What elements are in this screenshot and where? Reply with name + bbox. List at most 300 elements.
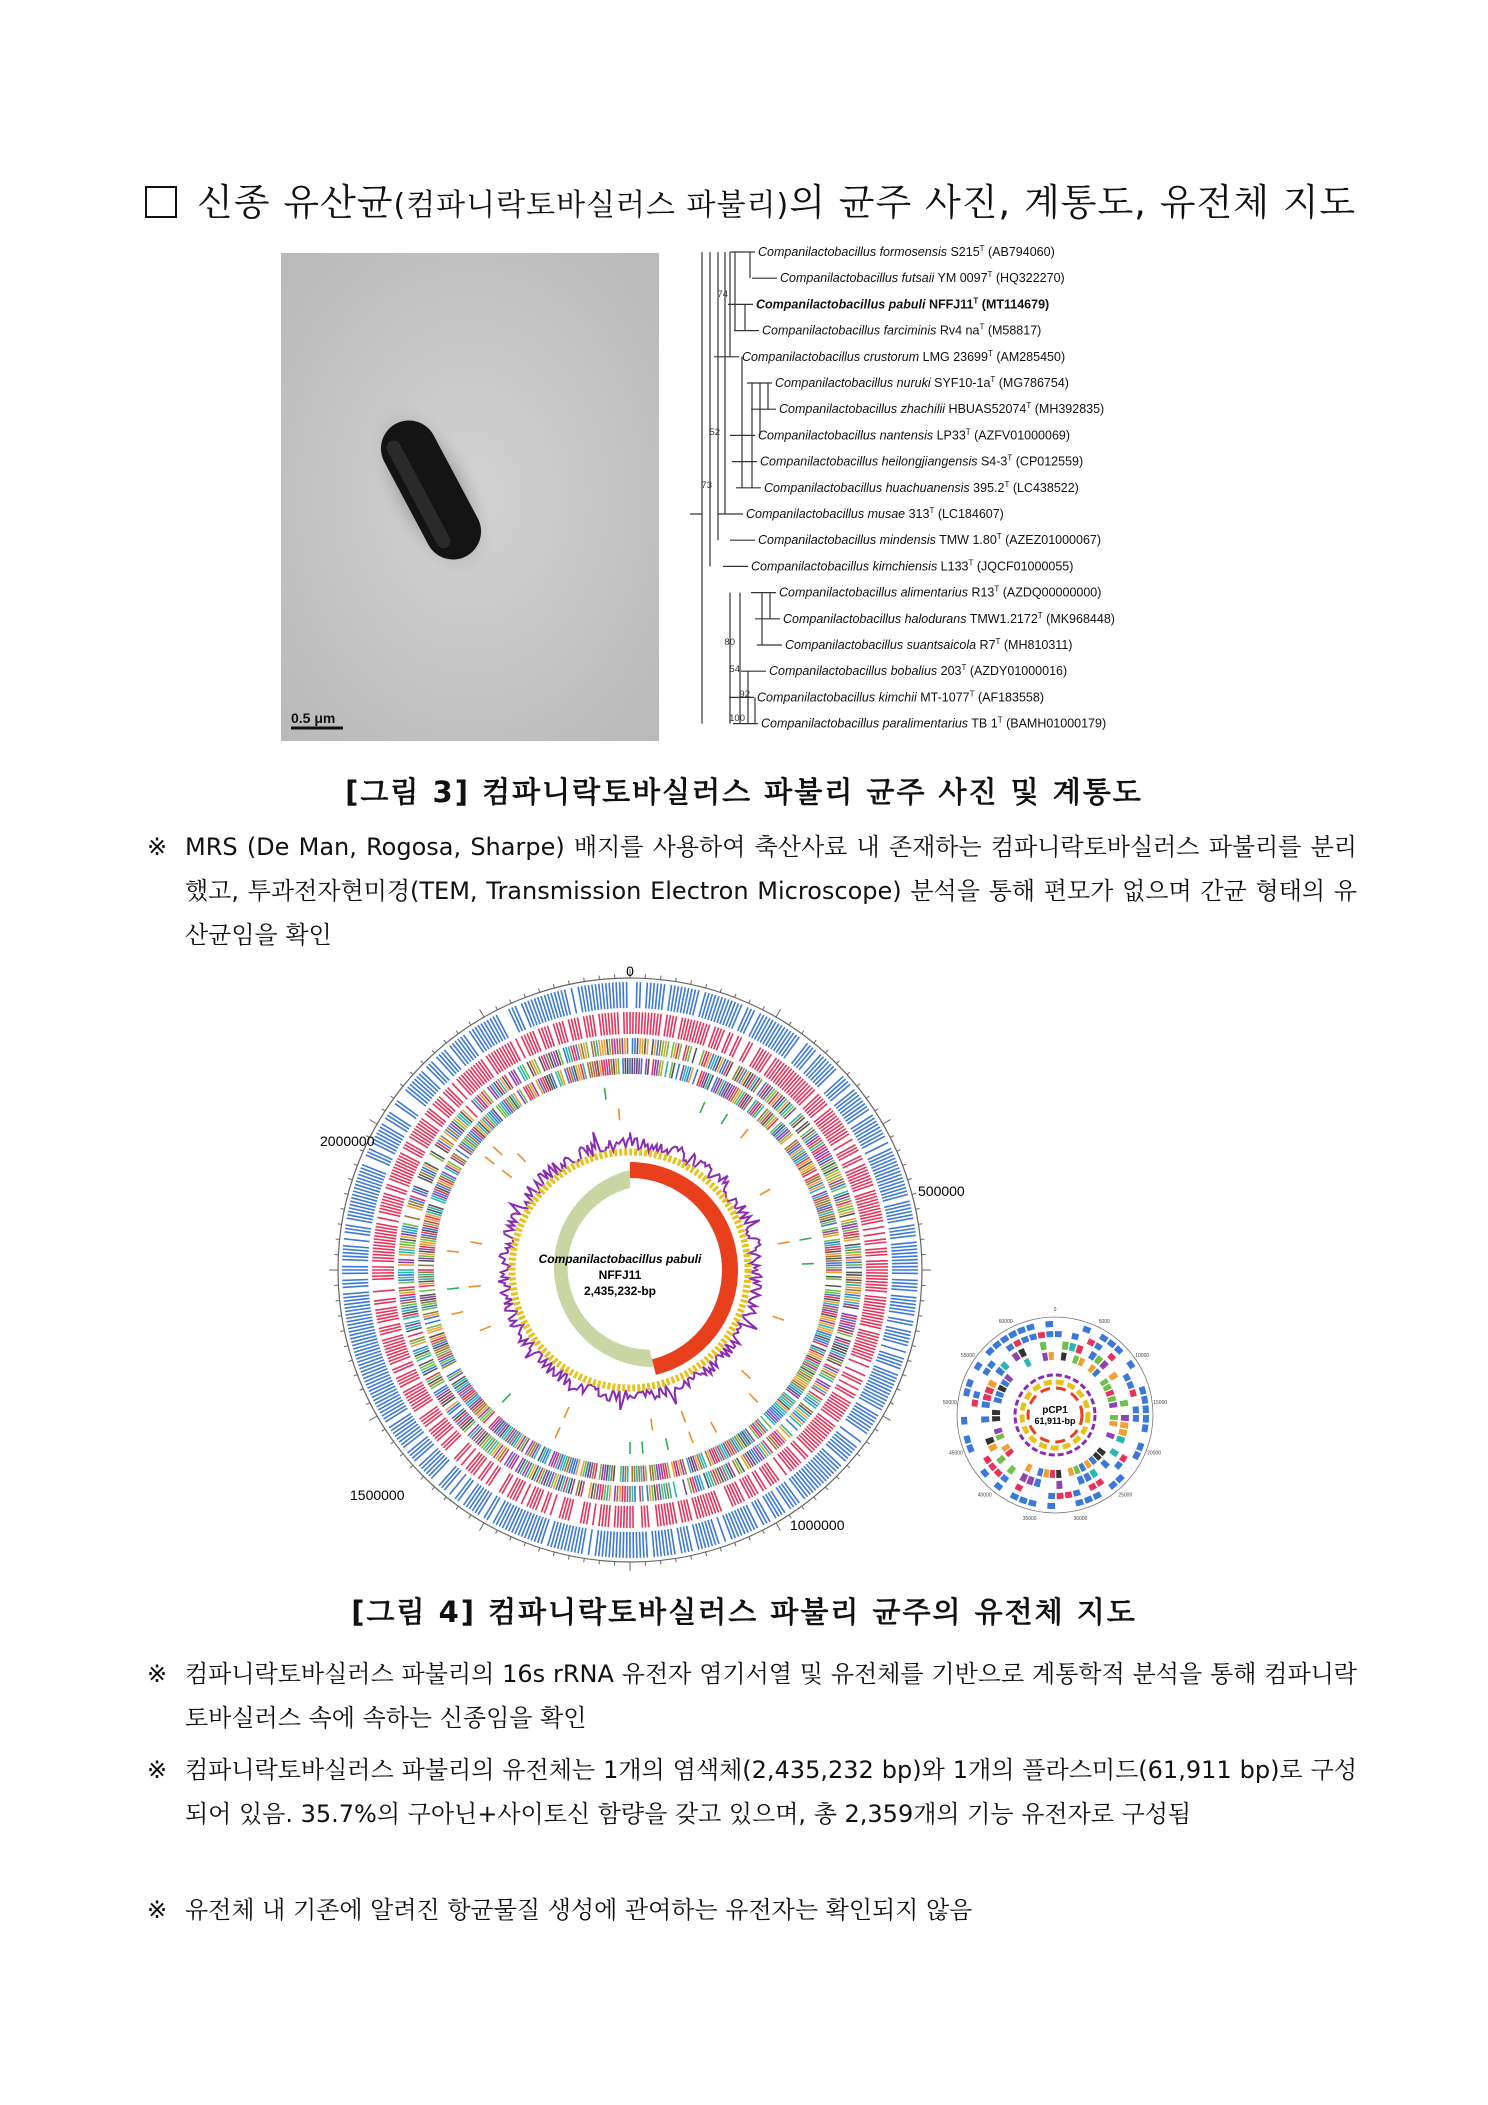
genome-map <box>300 963 965 1565</box>
cog-forward-feature <box>601 1040 603 1056</box>
cds-forward-feature <box>439 1054 456 1073</box>
cog-forward-feature <box>649 1485 650 1501</box>
cds-forward-feature <box>561 1524 567 1549</box>
tree-taxon-label: Companilactobacillus nuruki $SYF10-1a^T$ (MG786754) <box>775 375 1069 390</box>
cog-forward-feature <box>596 1040 598 1056</box>
plasmid-feature <box>1129 1389 1137 1397</box>
cds-reverse-feature <box>865 1251 887 1253</box>
rrna-feature <box>760 1189 770 1195</box>
cog-reverse-feature <box>641 1466 642 1482</box>
cds-forward-feature <box>891 1249 917 1251</box>
cds-forward-feature <box>343 1246 369 1248</box>
cds-forward-feature <box>599 984 602 1010</box>
cds-reverse-feature <box>374 1298 396 1301</box>
cds-forward-feature <box>699 992 706 1017</box>
cog-forward-feature <box>612 1039 613 1055</box>
tree-bootstrap: 54 <box>729 664 740 675</box>
figure-3-caption: [그림 3] 컴파니락토바실러스 파불리 균주 사진 및 계통도 <box>345 775 1143 809</box>
cds-forward-feature <box>408 1437 428 1454</box>
cog-forward-feature <box>622 1486 623 1502</box>
plasmid-feature <box>993 1397 1002 1404</box>
plasmid-feature <box>1015 1483 1024 1491</box>
cds-reverse-feature <box>550 1494 557 1515</box>
cog-forward-feature <box>654 1485 656 1501</box>
cds-forward-feature <box>401 1429 422 1445</box>
rna-feature <box>749 1394 757 1403</box>
cds-reverse-feature <box>374 1242 396 1244</box>
plasmid-tick: 5000 <box>1098 1319 1110 1326</box>
cog-reverse-feature <box>623 1058 624 1074</box>
cds-reverse-feature <box>858 1202 879 1208</box>
cds-forward-feature <box>344 1302 370 1305</box>
cds-forward-feature <box>606 983 608 1009</box>
cds-forward-feature <box>891 1246 917 1248</box>
cds-forward-feature <box>776 1487 791 1509</box>
cog-reverse-feature <box>637 1466 638 1482</box>
cog-forward-feature <box>844 1297 860 1299</box>
cog-reverse-feature <box>620 1466 621 1482</box>
cds-reverse-feature <box>865 1248 887 1250</box>
cog-reverse-feature <box>826 1260 842 1261</box>
cog-forward-feature <box>692 1048 697 1063</box>
cds-reverse-feature <box>865 1296 887 1298</box>
cds-forward-feature <box>620 1532 621 1558</box>
cog-forward-feature <box>659 1040 661 1056</box>
rna-feature <box>502 1394 510 1403</box>
plasmid-feature <box>987 1360 996 1369</box>
cds-reverse-feature <box>863 1227 885 1231</box>
figure-4-caption: [그림 4] 컴파니락토바실러스 파불리 균주의 유전체 지도 <box>351 1595 1137 1629</box>
cds-forward-feature <box>395 1421 416 1436</box>
cog-forward-feature <box>846 1262 862 1263</box>
cog-reverse-feature <box>609 1059 611 1075</box>
cog-forward-feature <box>601 1484 603 1500</box>
cog-forward-feature <box>398 1277 414 1278</box>
cds-forward-feature <box>429 1457 447 1476</box>
plasmid-tick: 15000 <box>1153 1400 1168 1407</box>
cds-forward-feature <box>469 1031 484 1053</box>
plasmid-feature <box>1000 1335 1010 1344</box>
cds-forward-feature <box>808 1462 826 1481</box>
plasmid-tick: 30000 <box>1073 1515 1088 1522</box>
plasmid-feature <box>1055 1331 1062 1337</box>
rna-feature <box>711 1422 717 1433</box>
plasmid-feature <box>992 1416 1000 1421</box>
cds-forward-feature <box>464 1035 479 1056</box>
cog-reverse-feature <box>761 1416 772 1428</box>
cds-forward-feature <box>693 990 699 1015</box>
cds-forward-feature <box>808 1059 826 1078</box>
cds-reverse-feature <box>599 1014 602 1036</box>
cds-reverse-feature <box>443 1092 459 1107</box>
cds-forward-feature <box>442 1468 459 1488</box>
cds-forward-feature <box>836 1092 856 1108</box>
cog-reverse-feature <box>419 1253 435 1254</box>
rna-feature <box>604 1088 606 1100</box>
plasmid-feature <box>985 1347 995 1357</box>
cog-reverse-feature <box>418 1281 434 1282</box>
cds-forward-feature <box>431 1460 449 1479</box>
cds-reverse-feature <box>377 1217 399 1221</box>
cds-forward-feature <box>616 1532 617 1558</box>
cog-reverse-feature <box>419 1290 435 1292</box>
cds-forward-feature <box>799 1050 816 1070</box>
plasmid-feature <box>1109 1421 1118 1427</box>
cds-forward-feature <box>351 1198 376 1205</box>
cog-forward-feature <box>647 1039 648 1055</box>
cog-reverse-feature <box>618 1058 619 1074</box>
cds-reverse-feature <box>797 1088 813 1104</box>
cds-forward-feature <box>890 1298 916 1301</box>
cog-reverse-feature <box>606 1465 608 1481</box>
cds-forward-feature <box>881 1345 906 1352</box>
cds-forward-feature <box>789 1478 805 1499</box>
cds-forward-feature <box>342 1260 368 1261</box>
cog-reverse-feature <box>648 1059 649 1075</box>
cds-reverse-feature <box>866 1261 888 1262</box>
tree-bootstrap: 52 <box>709 427 720 438</box>
cog-forward-feature <box>399 1244 415 1246</box>
cds-reverse-feature <box>461 1449 475 1466</box>
cds-forward-feature <box>636 982 637 1008</box>
cds-reverse-feature <box>621 1506 622 1528</box>
plasmid-name: pCP1 <box>1042 1405 1068 1416</box>
cds-forward-feature <box>461 1037 476 1058</box>
cds-forward-feature <box>828 1082 848 1099</box>
cds-forward-feature <box>444 1470 461 1490</box>
cds-forward-feature <box>797 1048 814 1068</box>
genome-strain: NFFJ11 <box>598 1268 642 1282</box>
cds-forward-feature <box>595 984 598 1010</box>
plasmid-tick: 45000 <box>948 1450 963 1457</box>
plasmid-feature <box>1026 1324 1035 1332</box>
cds-forward-feature <box>804 1054 821 1073</box>
cds-forward-feature <box>646 1532 648 1558</box>
plasmid-feature <box>1099 1334 1109 1343</box>
plasmid-feature <box>1038 1332 1046 1339</box>
plasmid-feature <box>1048 1493 1055 1499</box>
cds-reverse-feature <box>373 1290 395 1292</box>
cog-reverse-feature <box>825 1253 841 1254</box>
cds-forward-feature <box>344 1298 370 1301</box>
genome-tick-500000: 500000 <box>918 1183 965 1199</box>
cds-forward-feature <box>639 1532 640 1558</box>
cds-forward-feature <box>662 984 665 1010</box>
cds-forward-feature <box>424 1453 443 1471</box>
cds-reverse-feature <box>562 1021 568 1042</box>
cds-reverse-feature <box>692 1498 698 1519</box>
cds-forward-feature <box>397 1424 418 1439</box>
rrna-feature <box>469 1286 481 1287</box>
cds-forward-feature <box>806 1464 823 1483</box>
cog-forward-feature <box>398 1260 414 1261</box>
cds-forward-feature <box>455 1041 471 1062</box>
plasmid-feature <box>985 1437 995 1445</box>
plasmid-feature <box>1126 1360 1135 1370</box>
note-text: 컴파니락토바실러스 파불리의 16s rRNA 유전자 염기서열 및 유전체를 기반으로 계통학적 분석을 통해 컴파니락토바실러스 속에 속하는 신종임을 확인 <box>185 1660 1357 1732</box>
cds-forward-feature <box>779 1486 794 1507</box>
cog-reverse-feature <box>641 1058 642 1074</box>
cog-forward-feature <box>642 1486 643 1502</box>
cds-forward-feature <box>450 1045 466 1065</box>
cds-forward-feature <box>693 1524 699 1549</box>
cds-forward-feature <box>649 983 651 1009</box>
cog-reverse-feature <box>665 1061 668 1077</box>
cds-forward-feature <box>450 1474 466 1494</box>
plasmid-tick: 55000 <box>960 1352 975 1359</box>
tree-taxon-label: Companilactobacillus kimchiensis $L133^T$ (JQCF01000055) <box>751 558 1074 574</box>
plasmid-feature <box>964 1435 972 1444</box>
cds-reverse-feature <box>797 1437 813 1453</box>
cds-forward-feature <box>606 1531 608 1557</box>
cds-reverse-feature <box>858 1332 879 1338</box>
cog-reverse-feature <box>420 1244 436 1246</box>
cog-forward-feature <box>845 1249 861 1250</box>
cds-forward-feature <box>702 993 709 1018</box>
cds-reverse-feature <box>650 1013 652 1035</box>
tree-taxon-label: Companilactobacillus suantsaicola $R7^T$ (MH810311) <box>785 637 1073 652</box>
cog-reverse-feature <box>650 1465 652 1481</box>
cog-forward-feature <box>404 1216 420 1220</box>
cds-forward-feature <box>655 1531 658 1557</box>
cds-forward-feature <box>469 1487 484 1509</box>
plasmid-tick: 0 <box>1053 1307 1057 1313</box>
cog-forward-feature <box>399 1289 415 1290</box>
cog-forward-feature <box>844 1239 860 1241</box>
plasmid-feature <box>1019 1496 1028 1504</box>
rrna-feature <box>619 1108 620 1120</box>
cds-reverse-feature <box>858 1329 879 1335</box>
cog-forward-feature <box>845 1287 861 1288</box>
cog-reverse-feature <box>637 1058 638 1074</box>
cog-forward-feature <box>845 1294 861 1296</box>
cog-reverse-feature <box>676 1064 680 1080</box>
plasmid-feature <box>983 1394 992 1402</box>
note-1 <box>147 825 1357 957</box>
cds-reverse-feature <box>614 1012 615 1034</box>
plasmid-feature <box>1077 1357 1085 1366</box>
cog-forward-feature <box>399 1252 415 1253</box>
note-2 <box>147 1652 1357 1740</box>
cds-forward-feature <box>342 1283 368 1284</box>
cds-forward-feature <box>665 1530 668 1556</box>
cog-reverse-feature <box>825 1244 841 1246</box>
cds-forward-feature <box>792 1476 808 1496</box>
plasmid-feature <box>1065 1491 1073 1498</box>
cds-forward-feature <box>431 1061 449 1080</box>
cds-reverse-feature <box>864 1301 886 1304</box>
cds-forward-feature <box>599 1530 602 1556</box>
plasmid-feature <box>1025 1463 1033 1472</box>
cds-reverse-feature <box>647 1505 649 1527</box>
plasmid-feature <box>1136 1442 1144 1451</box>
cds-forward-feature <box>414 1444 433 1461</box>
plasmid-feature <box>1024 1358 1032 1367</box>
cds-reverse-feature <box>562 1498 568 1519</box>
plasmid-feature <box>996 1433 1005 1441</box>
cog-forward-feature <box>400 1297 416 1299</box>
cds-forward-feature <box>613 1532 615 1558</box>
cds-reverse-feature <box>695 1022 701 1043</box>
cog-forward-feature <box>409 1337 424 1342</box>
cds-reverse-feature <box>372 1276 394 1277</box>
genome-size: 2,435,232-bp <box>583 1284 657 1298</box>
cog-reverse-feature <box>825 1285 841 1286</box>
cog-reverse-feature <box>611 1059 612 1075</box>
cds-forward-feature <box>551 993 558 1018</box>
cog-reverse-feature <box>693 1069 698 1084</box>
rna-feature <box>493 1147 502 1155</box>
plasmid-feature <box>1040 1342 1047 1351</box>
cds-forward-feature <box>571 988 576 1013</box>
tree-taxon-label: Companilactobacillus musae $313^T$ (LC184607) <box>746 506 1004 521</box>
heading-suffix: 의 균주 사진, 계통도, 유전체 지도 <box>789 181 1357 224</box>
rrna-feature <box>470 1242 482 1244</box>
plasmid-feature <box>983 1455 992 1464</box>
plasmid-feature <box>981 1401 990 1408</box>
checkbox-square-icon <box>145 186 177 218</box>
cds-forward-feature <box>658 984 661 1010</box>
cog-forward-feature <box>622 1038 623 1054</box>
cds-forward-feature <box>419 1448 438 1466</box>
cds-forward-feature <box>616 982 617 1008</box>
cds-reverse-feature <box>605 1505 607 1527</box>
cog-reverse-feature <box>419 1251 435 1252</box>
cog-forward-feature <box>652 1039 654 1055</box>
cog-forward-feature <box>398 1280 414 1281</box>
cds-reverse-feature <box>636 1012 637 1034</box>
cds-forward-feature <box>455 1478 471 1499</box>
cog-reverse-feature <box>652 1059 654 1075</box>
cds-forward-feature <box>391 1416 413 1431</box>
cds-forward-feature <box>343 1295 369 1298</box>
cds-forward-feature <box>464 1484 479 1505</box>
cds-reverse-feature <box>373 1245 395 1247</box>
cds-forward-feature <box>776 1031 791 1053</box>
cds-forward-feature <box>602 1531 605 1557</box>
cds-forward-feature <box>652 1531 654 1557</box>
cds-reverse-feature <box>799 1435 815 1450</box>
tree-bootstrap: 92 <box>739 689 750 700</box>
scale-bar-label: 0.5 μm <box>291 710 336 726</box>
rna-feature <box>721 1114 727 1124</box>
plasmid-feature <box>1109 1448 1119 1457</box>
plasmid-feature <box>1075 1499 1084 1507</box>
note-mark: ※ <box>147 1660 168 1688</box>
plasmid-tick: 60000 <box>998 1319 1013 1326</box>
cds-forward-feature <box>613 983 615 1009</box>
rrna-feature <box>517 1153 525 1162</box>
cog-reverse-feature <box>604 1060 606 1076</box>
cds-forward-feature <box>412 1441 432 1458</box>
cog-forward-feature <box>640 1486 641 1502</box>
cog-forward-feature <box>645 1039 646 1055</box>
genome-tick-0: 0 <box>626 963 634 979</box>
cds-forward-feature <box>838 1095 859 1111</box>
cog-forward-feature <box>399 1247 415 1249</box>
plasmid-feature <box>1141 1424 1148 1432</box>
plasmid-feature <box>1110 1415 1118 1420</box>
cog-reverse-feature <box>609 1465 611 1481</box>
cds-reverse-feature <box>445 1435 461 1450</box>
cds-forward-feature <box>804 1466 821 1485</box>
cds-reverse-feature <box>661 1504 664 1526</box>
cds-forward-feature <box>892 1263 918 1264</box>
cds-forward-feature <box>342 1256 368 1257</box>
cog-reverse-feature <box>606 1059 608 1075</box>
genome-tick-2000000: 2000000 <box>320 1133 375 1149</box>
cog-reverse-feature <box>419 1249 435 1251</box>
plasmid-tick: 40000 <box>977 1492 992 1499</box>
plasmid-feature <box>1010 1492 1020 1501</box>
cds-forward-feature <box>891 1242 917 1245</box>
cds-forward-feature <box>847 1109 869 1124</box>
cog-forward-feature <box>614 1486 615 1502</box>
cds-forward-feature <box>824 1076 843 1093</box>
cog-forward-feature <box>614 1039 615 1055</box>
cds-reverse-feature <box>865 1287 887 1289</box>
cds-reverse-feature <box>864 1239 886 1242</box>
cog-reverse-feature <box>611 1465 612 1481</box>
note-mark: ※ <box>147 833 168 861</box>
cds-forward-feature <box>842 1101 863 1116</box>
cds-forward-feature <box>466 1486 481 1507</box>
cds-forward-feature <box>883 1194 908 1201</box>
cog-reverse-feature <box>418 1260 434 1261</box>
note-text: MRS (De Man, Rogosa, Sharpe) 배지를 사용하여 축산사료 내 존재하는 컴파니락토바실러스 파불리를 분리했고, 투과전자현미경(TEM, Transmission Electron Microscope) 분석을 통해 편모가 없으며 간균 형태의 유산균임을 확인 <box>185 833 1357 949</box>
cog-forward-feature <box>596 1484 598 1500</box>
plasmid-feature <box>1034 1478 1042 1487</box>
cds-reverse-feature <box>857 1199 878 1205</box>
cds-reverse-feature <box>658 1504 661 1526</box>
cds-forward-feature <box>595 1530 598 1556</box>
cds-forward-feature <box>655 983 658 1009</box>
tree-taxon-label: Companilactobacillus pabuli $NFFJ11^T$ (MT114679) <box>756 296 1050 312</box>
tree-bootstrap: 73 <box>701 480 712 491</box>
cds-forward-feature <box>832 1437 852 1454</box>
plasmid-feature <box>1037 1468 1044 1477</box>
cds-forward-feature <box>892 1260 918 1261</box>
plasmid-feature <box>1108 1372 1118 1381</box>
cds-reverse-feature <box>793 1441 808 1457</box>
rna-feature <box>689 1432 693 1443</box>
cog-reverse-feature <box>639 1058 640 1074</box>
plasmid-feature <box>1042 1353 1048 1362</box>
cog-forward-feature <box>620 1486 621 1502</box>
cog-forward-feature <box>642 1038 643 1054</box>
plasmid-feature <box>1045 1321 1053 1328</box>
plasmid-feature <box>1107 1339 1117 1348</box>
cog-reverse-feature <box>418 1256 434 1257</box>
cog-forward-feature <box>400 1241 416 1243</box>
cds-forward-feature <box>826 1444 845 1461</box>
cds-forward-feature <box>636 1532 637 1558</box>
tree-taxon-label: Companilactobacillus futsaii YM $0097^T$ (HQ322270) <box>780 270 1065 286</box>
cds-forward-feature <box>350 1201 375 1207</box>
cog-forward-feature <box>683 1479 687 1495</box>
cog-reverse-feature <box>419 1246 435 1248</box>
cds-forward-feature <box>558 1524 565 1549</box>
cds-forward-feature <box>815 1066 833 1084</box>
cds-reverse-feature <box>864 1233 886 1236</box>
cds-forward-feature <box>643 1532 644 1558</box>
plasmid-feature <box>1114 1461 1123 1470</box>
plasmid-feature <box>985 1386 995 1394</box>
plasmid-tick: 20000 <box>1147 1450 1162 1457</box>
cog-forward-feature <box>652 1485 654 1501</box>
cog-forward-feature <box>835 1337 850 1342</box>
cds-reverse-feature <box>457 1445 472 1461</box>
